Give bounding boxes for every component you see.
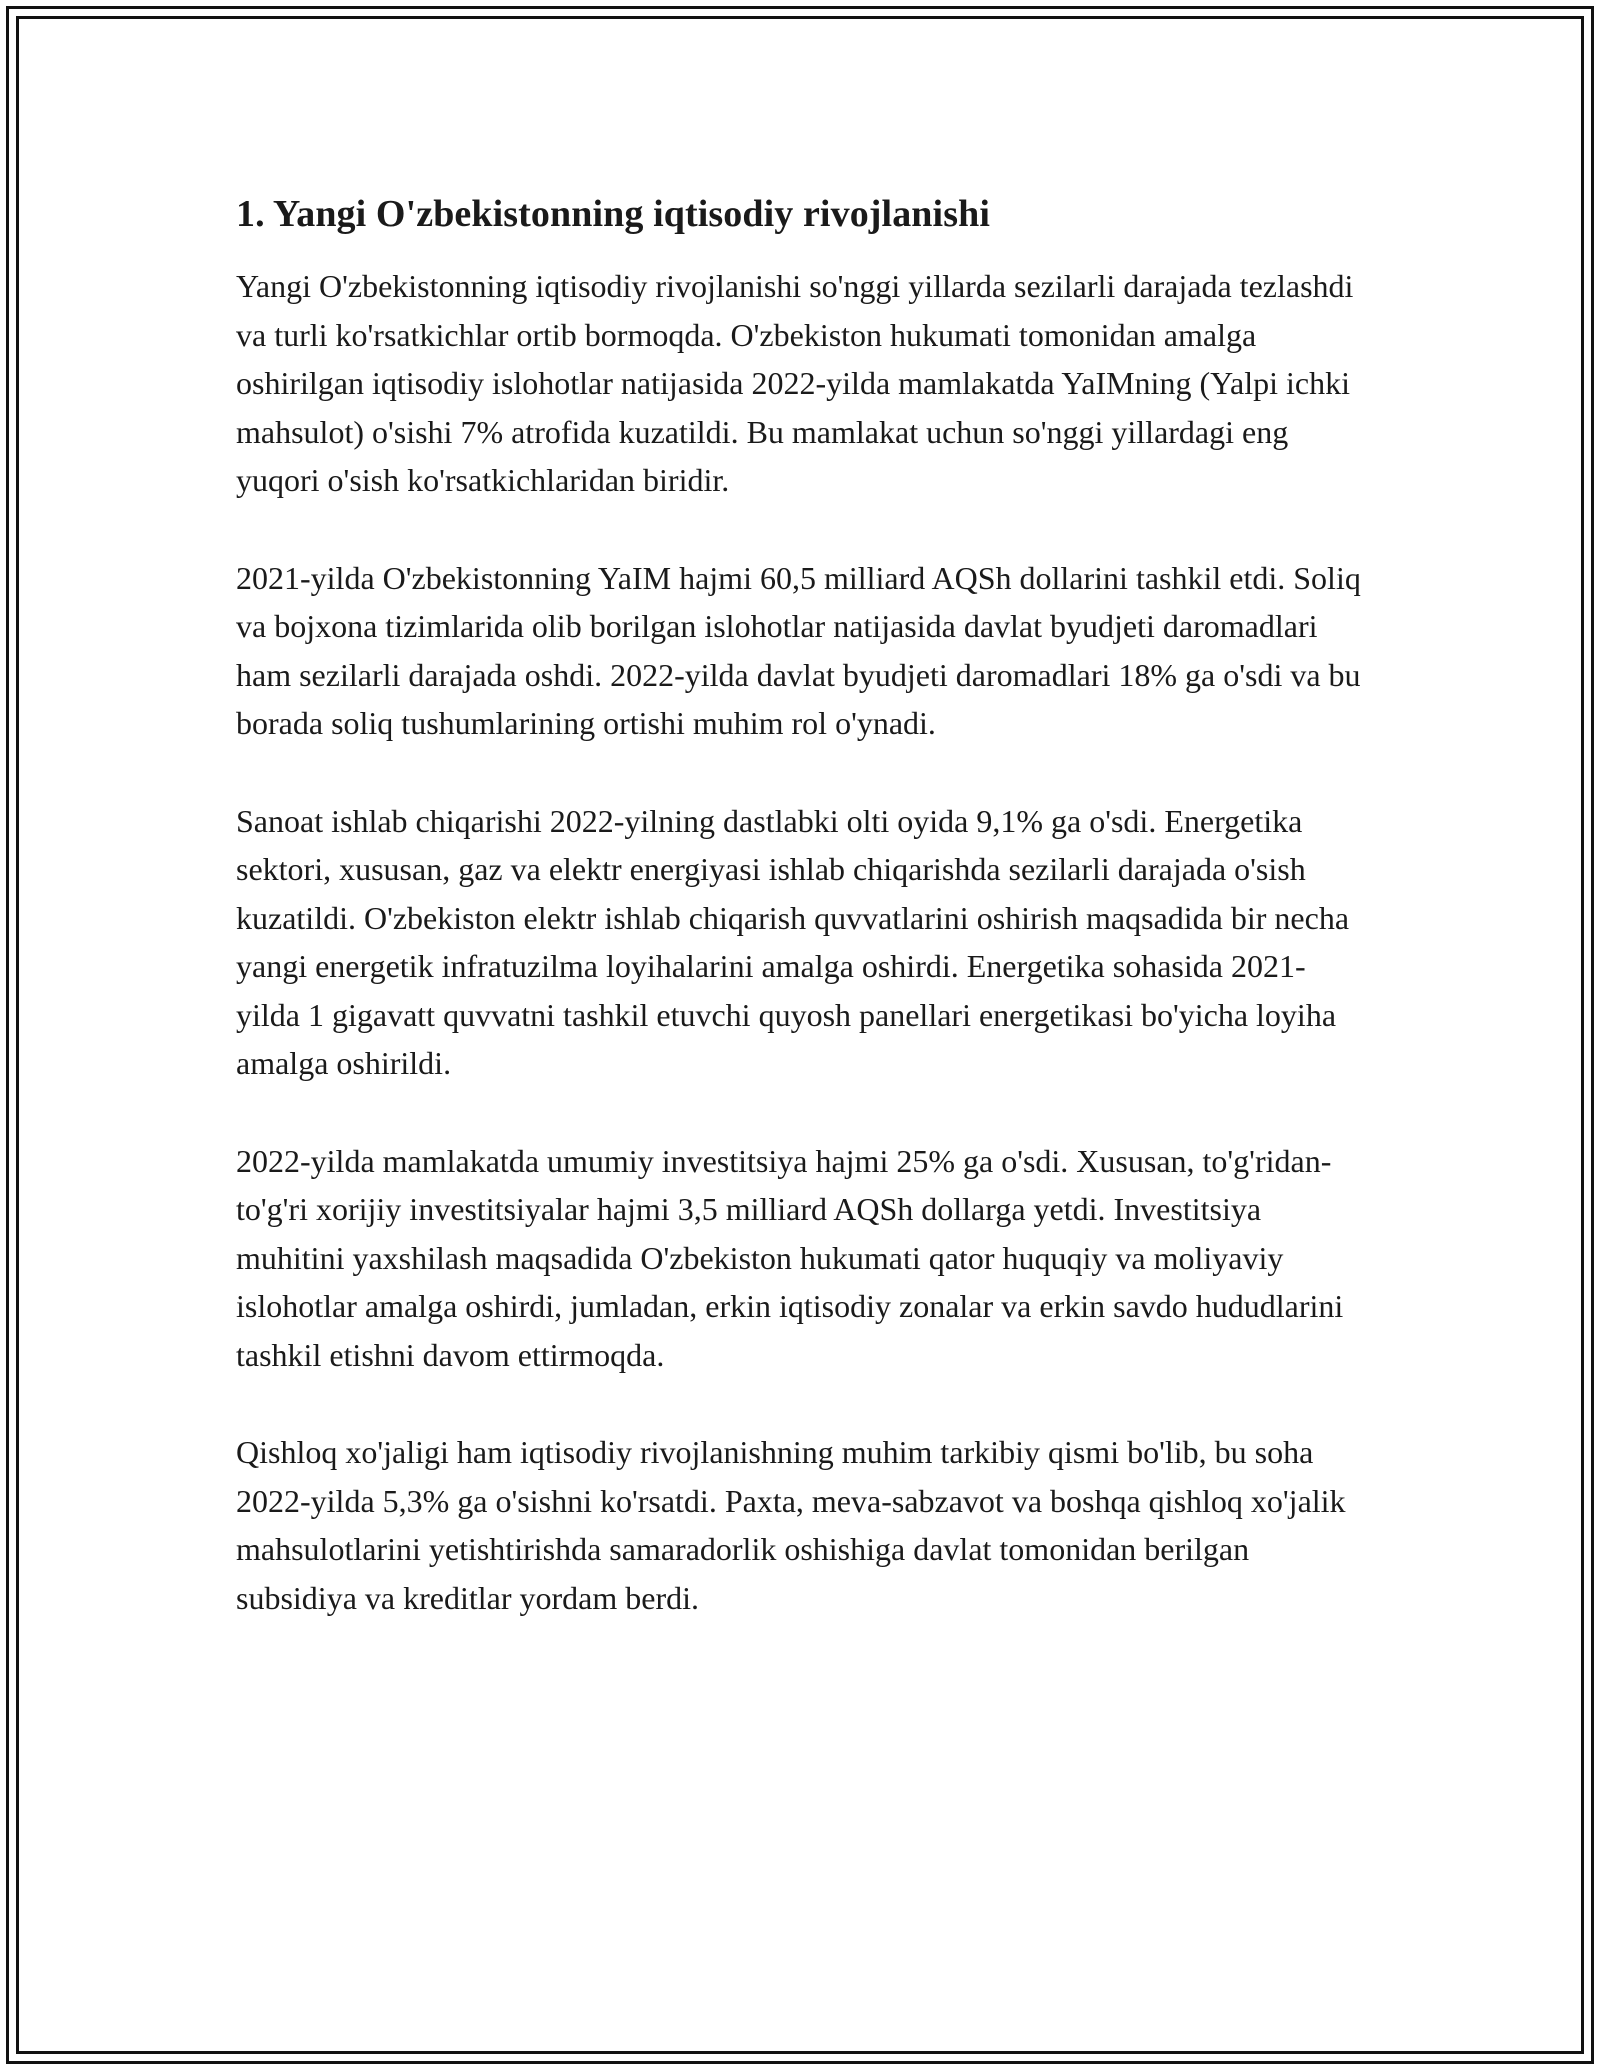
section-heading: 1. Yangi O'zbekistonning iqtisodiy rivojlanishi bbox=[236, 193, 990, 235]
paragraph-budget-revenue: 2021-yilda O'zbekistonning YaIM hajmi 60,5 milliard AQSh dollarini tashkil etdi. Soliq va bojxona tizimlarida olib borilgan islohotlar natijasida davlat byudjeti daromadlari ham sezilarli darajada oshdi. 2022-yilda davlat byudjeti daromadlari 18% ga o'sdi va bu borada soliq tushumlarining ortishi muhim rol o'ynadi. bbox=[236, 559, 1361, 741]
paragraph-investment: 2022-yilda mamlakatda umumiy investitsiya hajmi 25% ga o'sdi. Xususan, to'g'ridan-to'g'ri xorijiy investitsiyalar hajmi 3,5 milliard AQSh dollarga yetdi. Investitsiya muhitini yaxshilash maqsadida O'zbekiston hukumati qator huquqiy va moliyaviy islohotlar amalga oshirdi, jumladan, erkin iqtisodiy zonalar va erkin savdo hududlarini tashkil etishni davom ettirmoqda. bbox=[236, 1142, 1344, 1373]
document-body bbox=[236, 186, 1366, 1671]
paragraph-gdp-growth: Yangi O'zbekistonning iqtisodiy rivojlanishi so'nggi yillarda sezilarli darajada tezlashdi va turli ko'rsatkichlar ortib bormoqda. O'zbekiston hukumati tomonidan amalga oshirilgan iqtisodiy islohotlar natijasida 2022-yilda mamlakatda YaIMning (Yalpi ichki mahsulot) o'sishi 7% atrofida kuzatildi. Bu mamlakat uchun so'nggi yillardagi eng yuqori o'sish ko'rsatkichlaridan biridir. bbox=[236, 268, 1354, 498]
paragraph-industry-energy: Sanoat ishlab chiqarishi 2022-yilning dastlabki olti oyida 9,1% ga o'sdi. Energetika sektori, xususan, gaz va elektr energiyasi ishlab chiqarishda sezilarli darajada o'sish kuzatildi. O'zbekiston elektr ishlab chiqarish quvvatlarini oshirish maqsadida bir necha yangi energetik infratuzilma loyihalarini amalga oshirdi. Energetika sohasida 2021-yilda 1 gigavatt quvvatni tashkil etuvchi quyosh panellari energetikasi bo'yicha loyiha amalga oshirildi. bbox=[236, 802, 1350, 1081]
paragraph-agriculture: Qishloq xo'jaligi ham iqtisodiy rivojlanishning muhim tarkibiy qismi bo'lib, bu soha 2022-yilda 5,3% ga o'sishni ko'rsatdi. Paxta, meva-sabzavot va boshqa qishloq xo'jalik mahsulotlarini yetishtirishda samaradorlik oshishiga davlat tomonidan berilgan subsidiya va kreditlar yordam berdi. bbox=[236, 1434, 1346, 1616]
